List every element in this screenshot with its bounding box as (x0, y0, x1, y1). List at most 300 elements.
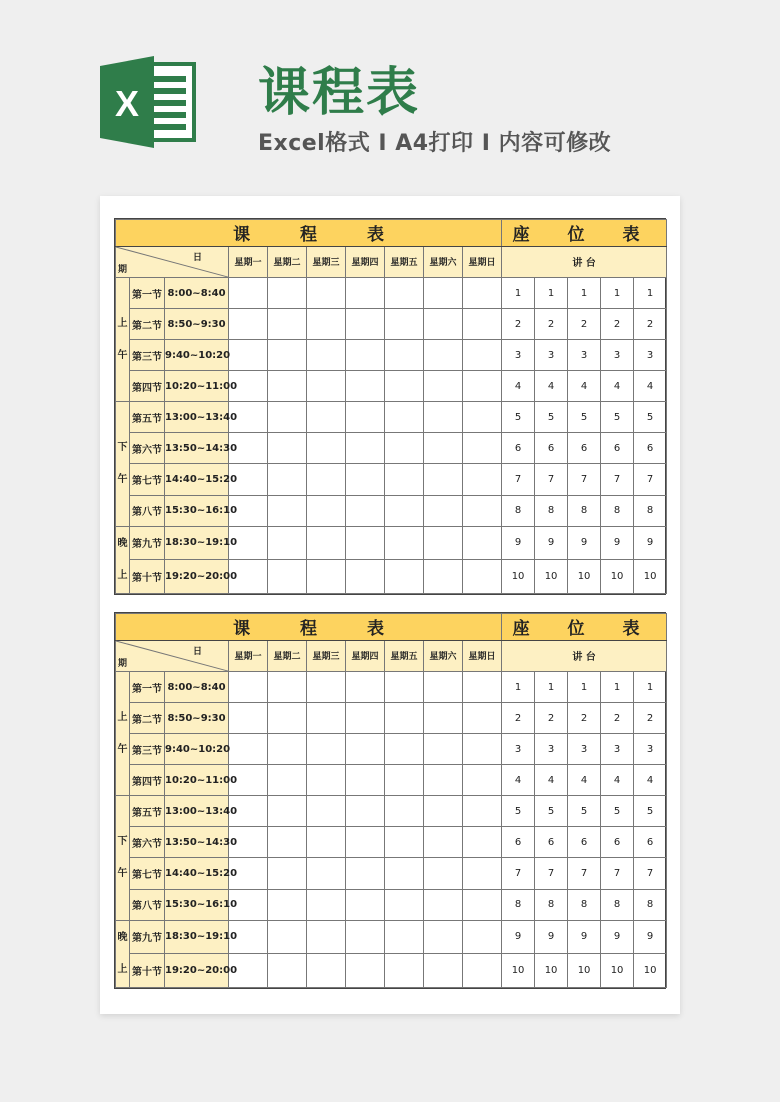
course-cell[interactable] (463, 278, 502, 309)
course-cell[interactable] (346, 703, 385, 734)
seat-cell[interactable]: 10 (634, 954, 667, 988)
course-cell[interactable] (346, 371, 385, 402)
seat-cell[interactable]: 2 (634, 703, 667, 734)
course-cell[interactable] (307, 703, 346, 734)
course-cell[interactable] (463, 526, 502, 560)
course-cell[interactable] (268, 703, 307, 734)
document-sheet (100, 196, 680, 1014)
seat-cell[interactable]: 5 (568, 402, 601, 433)
course-cell[interactable] (268, 495, 307, 526)
day-header: 星期六 (424, 640, 463, 671)
course-cell[interactable] (268, 371, 307, 402)
period-name: 第十节 (130, 954, 165, 988)
seat-title: 座 位 表 (502, 220, 667, 247)
seat-cell[interactable]: 2 (502, 703, 535, 734)
seat-cell[interactable]: 7 (535, 464, 568, 495)
seat-cell[interactable]: 9 (634, 526, 667, 560)
course-cell[interactable] (385, 858, 424, 889)
seat-cell[interactable]: 9 (535, 920, 568, 954)
course-cell[interactable] (424, 672, 463, 703)
course-cell[interactable] (268, 464, 307, 495)
table-row (116, 340, 667, 371)
table-row (116, 433, 667, 464)
course-cell[interactable] (385, 703, 424, 734)
period-name: 第三节 (130, 734, 165, 765)
course-cell[interactable] (307, 433, 346, 464)
period-time: 19:20~20:00 (165, 954, 229, 988)
seat-cell[interactable]: 8 (535, 889, 568, 920)
seat-cell[interactable]: 2 (634, 309, 667, 340)
seat-cell[interactable]: 4 (502, 765, 535, 796)
seat-cell[interactable]: 1 (568, 278, 601, 309)
course-cell[interactable] (463, 433, 502, 464)
excel-logo-icon (100, 56, 198, 148)
course-cell[interactable] (268, 796, 307, 827)
course-cell[interactable] (385, 734, 424, 765)
seat-cell[interactable]: 6 (535, 433, 568, 464)
period-time: 13:00~13:40 (165, 796, 229, 827)
seat-cell[interactable]: 6 (535, 827, 568, 858)
course-cell[interactable] (385, 526, 424, 560)
course-cell[interactable] (385, 371, 424, 402)
period-time: 8:00~8:40 (165, 672, 229, 703)
course-cell[interactable] (424, 954, 463, 988)
course-cell[interactable] (463, 672, 502, 703)
seat-cell[interactable]: 8 (634, 889, 667, 920)
course-cell[interactable] (463, 495, 502, 526)
course-cell[interactable] (463, 954, 502, 988)
seat-cell[interactable]: 2 (535, 309, 568, 340)
course-cell[interactable] (307, 278, 346, 309)
course-cell[interactable] (463, 309, 502, 340)
seat-cell[interactable]: 10 (568, 560, 601, 594)
seat-cell[interactable]: 8 (634, 495, 667, 526)
seat-cell[interactable]: 8 (568, 889, 601, 920)
period-name: 第五节 (130, 796, 165, 827)
seat-cell[interactable]: 8 (601, 495, 634, 526)
course-cell[interactable] (346, 278, 385, 309)
seat-cell[interactable]: 10 (568, 954, 601, 988)
course-cell[interactable] (385, 889, 424, 920)
seat-cell[interactable]: 2 (502, 309, 535, 340)
period-time: 19:20~20:00 (165, 560, 229, 594)
course-cell[interactable] (268, 526, 307, 560)
seat-cell[interactable]: 7 (634, 464, 667, 495)
table-row (116, 920, 667, 954)
seat-cell[interactable]: 4 (601, 371, 634, 402)
course-cell[interactable] (346, 765, 385, 796)
course-cell[interactable] (307, 827, 346, 858)
course-cell[interactable] (268, 858, 307, 889)
course-cell[interactable] (346, 920, 385, 954)
period-time: 13:50~14:30 (165, 433, 229, 464)
period-name: 第十节 (130, 560, 165, 594)
period-name: 第七节 (130, 858, 165, 889)
course-cell[interactable] (424, 560, 463, 594)
seat-cell[interactable]: 5 (568, 796, 601, 827)
period-name: 第二节 (130, 703, 165, 734)
table-row (116, 278, 667, 309)
seat-cell[interactable]: 2 (601, 703, 634, 734)
seat-cell[interactable]: 4 (502, 371, 535, 402)
course-cell[interactable] (307, 920, 346, 954)
timetable-grid (115, 613, 667, 988)
course-cell[interactable] (307, 371, 346, 402)
seat-cell[interactable]: 7 (568, 464, 601, 495)
course-cell[interactable] (463, 827, 502, 858)
course-cell[interactable] (307, 954, 346, 988)
seat-cell[interactable]: 10 (535, 560, 568, 594)
table-row (116, 526, 667, 560)
table-row (116, 371, 667, 402)
course-cell[interactable] (346, 309, 385, 340)
seat-cell[interactable]: 4 (535, 371, 568, 402)
course-cell[interactable] (385, 402, 424, 433)
seat-cell[interactable]: 8 (502, 889, 535, 920)
seat-cell[interactable]: 2 (601, 309, 634, 340)
course-cell[interactable] (424, 402, 463, 433)
seat-cell[interactable]: 5 (502, 796, 535, 827)
seat-cell[interactable]: 7 (535, 858, 568, 889)
seat-cell[interactable]: 1 (601, 672, 634, 703)
seat-cell[interactable]: 7 (502, 858, 535, 889)
course-cell[interactable] (424, 278, 463, 309)
day-header: 星期四 (346, 246, 385, 277)
course-cell[interactable] (268, 734, 307, 765)
period-time: 14:40~15:20 (165, 858, 229, 889)
period-name: 第三节 (130, 340, 165, 371)
day-header: 星期六 (424, 246, 463, 277)
course-cell[interactable] (424, 765, 463, 796)
table-row (116, 309, 667, 340)
seat-cell[interactable]: 1 (535, 278, 568, 309)
course-cell[interactable] (307, 796, 346, 827)
course-cell[interactable] (424, 827, 463, 858)
day-header: 星期五 (385, 640, 424, 671)
course-cell[interactable] (385, 954, 424, 988)
course-cell[interactable] (307, 309, 346, 340)
period-time: 14:40~15:20 (165, 464, 229, 495)
page-subtitle: Excel格式 I A4打印 I 内容可修改 (258, 131, 612, 156)
course-cell[interactable] (385, 340, 424, 371)
seat-cell[interactable]: 3 (634, 734, 667, 765)
period-name: 第六节 (130, 433, 165, 464)
course-cell[interactable] (268, 560, 307, 594)
course-cell[interactable] (424, 703, 463, 734)
table-row (116, 827, 667, 858)
seat-cell[interactable]: 9 (502, 526, 535, 560)
period-name: 第九节 (130, 526, 165, 560)
page-title: 课程表 (258, 63, 421, 123)
timetable-block (114, 218, 666, 595)
seat-cell[interactable]: 1 (502, 278, 535, 309)
course-cell[interactable] (346, 495, 385, 526)
table-row (116, 402, 667, 433)
seat-cell[interactable]: 4 (568, 371, 601, 402)
seat-cell[interactable]: 10 (634, 560, 667, 594)
course-cell[interactable] (385, 464, 424, 495)
course-cell[interactable] (307, 526, 346, 560)
seat-cell[interactable]: 6 (634, 433, 667, 464)
course-cell[interactable] (463, 765, 502, 796)
course-cell[interactable] (424, 495, 463, 526)
seat-cell[interactable]: 2 (535, 703, 568, 734)
course-cell[interactable] (307, 495, 346, 526)
seat-cell[interactable]: 4 (634, 765, 667, 796)
seat-cell[interactable]: 5 (601, 796, 634, 827)
seat-cell[interactable]: 10 (502, 560, 535, 594)
course-cell[interactable] (268, 278, 307, 309)
course-cell[interactable] (463, 796, 502, 827)
course-cell[interactable] (385, 278, 424, 309)
period-time: 8:50~9:30 (165, 703, 229, 734)
seat-cell[interactable]: 3 (601, 734, 634, 765)
seat-cell[interactable]: 8 (502, 495, 535, 526)
course-cell[interactable] (424, 464, 463, 495)
seat-cell[interactable]: 2 (568, 309, 601, 340)
seat-cell[interactable]: 1 (502, 672, 535, 703)
course-cell[interactable] (385, 796, 424, 827)
table-row (116, 796, 667, 827)
course-cell[interactable] (463, 858, 502, 889)
seat-cell[interactable]: 9 (568, 920, 601, 954)
course-cell[interactable] (268, 765, 307, 796)
course-cell[interactable] (385, 672, 424, 703)
seat-cell[interactable]: 5 (601, 402, 634, 433)
seat-cell[interactable]: 9 (568, 526, 601, 560)
course-cell[interactable] (346, 954, 385, 988)
course-cell[interactable] (229, 703, 268, 734)
seat-cell[interactable]: 6 (601, 827, 634, 858)
course-cell[interactable] (307, 402, 346, 433)
seat-cell[interactable]: 7 (601, 858, 634, 889)
seat-cell[interactable]: 9 (634, 920, 667, 954)
course-cell[interactable] (385, 765, 424, 796)
course-cell[interactable] (229, 672, 268, 703)
seat-cell[interactable]: 5 (502, 402, 535, 433)
day-header: 星期二 (268, 246, 307, 277)
course-cell[interactable] (268, 954, 307, 988)
course-cell[interactable] (268, 672, 307, 703)
period-name: 第五节 (130, 402, 165, 433)
seat-cell[interactable]: 3 (502, 734, 535, 765)
course-cell[interactable] (346, 858, 385, 889)
day-header: 星期二 (268, 640, 307, 671)
course-cell[interactable] (424, 920, 463, 954)
table-row (116, 954, 667, 988)
course-cell[interactable] (463, 402, 502, 433)
seat-cell[interactable]: 5 (634, 402, 667, 433)
course-cell[interactable] (385, 827, 424, 858)
course-cell[interactable] (346, 889, 385, 920)
course-cell[interactable] (463, 371, 502, 402)
seat-cell[interactable]: 3 (535, 340, 568, 371)
period-time: 10:20~11:00 (165, 371, 229, 402)
seat-cell[interactable]: 3 (568, 734, 601, 765)
course-cell[interactable] (385, 495, 424, 526)
seat-cell[interactable]: 9 (535, 526, 568, 560)
seat-cell[interactable]: 4 (601, 765, 634, 796)
course-cell[interactable] (307, 889, 346, 920)
seat-cell[interactable]: 6 (601, 433, 634, 464)
corner-cell: 日 期 (116, 640, 229, 671)
period-time: 9:40~10:20 (165, 340, 229, 371)
course-cell[interactable] (463, 889, 502, 920)
period-name: 第八节 (130, 889, 165, 920)
seat-cell[interactable]: 8 (601, 889, 634, 920)
seat-cell[interactable]: 7 (634, 858, 667, 889)
course-cell[interactable] (346, 402, 385, 433)
course-cell[interactable] (463, 464, 502, 495)
course-cell[interactable] (385, 560, 424, 594)
seat-cell[interactable]: 4 (634, 371, 667, 402)
table-row (116, 889, 667, 920)
seat-cell[interactable]: 9 (601, 526, 634, 560)
schedule-title: 课 程 表 (116, 220, 502, 247)
course-cell[interactable] (307, 340, 346, 371)
period-time: 13:50~14:30 (165, 827, 229, 858)
seat-cell[interactable]: 6 (502, 827, 535, 858)
seat-cell[interactable]: 2 (568, 703, 601, 734)
seat-cell[interactable]: 1 (634, 278, 667, 309)
table-row (116, 560, 667, 594)
table-row (116, 464, 667, 495)
seat-cell[interactable]: 3 (535, 734, 568, 765)
seat-cell[interactable]: 1 (535, 672, 568, 703)
seat-cell[interactable]: 10 (535, 954, 568, 988)
course-cell[interactable] (385, 920, 424, 954)
course-cell[interactable] (463, 340, 502, 371)
seat-cell[interactable]: 10 (502, 954, 535, 988)
seat-cell[interactable]: 6 (568, 827, 601, 858)
course-cell[interactable] (424, 889, 463, 920)
period-name: 第九节 (130, 920, 165, 954)
podium-cell: 讲 台 (502, 246, 667, 277)
day-header: 星期一 (229, 246, 268, 277)
seat-cell[interactable]: 6 (568, 433, 601, 464)
period-group-label: 晚 上 (116, 920, 130, 987)
corner-cell: 日 期 (116, 246, 229, 277)
period-time: 8:00~8:40 (165, 278, 229, 309)
seat-cell[interactable]: 5 (634, 796, 667, 827)
seat-cell[interactable]: 3 (568, 340, 601, 371)
period-group-label: 上 午 (116, 278, 130, 402)
seat-cell[interactable]: 7 (568, 858, 601, 889)
seat-cell[interactable]: 8 (535, 495, 568, 526)
seat-cell[interactable]: 1 (568, 672, 601, 703)
seat-cell[interactable]: 7 (601, 464, 634, 495)
course-cell[interactable] (424, 340, 463, 371)
seat-cell[interactable]: 5 (535, 402, 568, 433)
period-name: 第一节 (130, 278, 165, 309)
course-cell[interactable] (346, 464, 385, 495)
course-cell[interactable] (307, 464, 346, 495)
course-cell[interactable] (268, 402, 307, 433)
table-row (116, 765, 667, 796)
course-cell[interactable] (307, 858, 346, 889)
seat-cell[interactable]: 7 (502, 464, 535, 495)
day-header: 星期一 (229, 640, 268, 671)
course-cell[interactable] (268, 889, 307, 920)
course-cell[interactable] (424, 796, 463, 827)
course-cell[interactable] (307, 734, 346, 765)
course-cell[interactable] (346, 340, 385, 371)
seat-cell[interactable]: 4 (535, 765, 568, 796)
seat-cell[interactable]: 4 (568, 765, 601, 796)
course-cell[interactable] (346, 560, 385, 594)
period-name: 第四节 (130, 371, 165, 402)
period-time: 18:30~19:10 (165, 526, 229, 560)
table-row (116, 734, 667, 765)
course-cell[interactable] (346, 433, 385, 464)
day-header: 星期日 (463, 246, 502, 277)
course-cell[interactable] (268, 827, 307, 858)
course-cell[interactable] (268, 920, 307, 954)
seat-cell[interactable]: 1 (601, 278, 634, 309)
course-cell[interactable] (463, 920, 502, 954)
period-name: 第七节 (130, 464, 165, 495)
course-cell[interactable] (385, 309, 424, 340)
seat-cell[interactable]: 3 (502, 340, 535, 371)
course-cell[interactable] (424, 526, 463, 560)
seat-cell[interactable]: 6 (634, 827, 667, 858)
course-cell[interactable] (229, 309, 268, 340)
course-cell[interactable] (424, 433, 463, 464)
course-cell[interactable] (424, 734, 463, 765)
period-name: 第四节 (130, 765, 165, 796)
seat-cell[interactable]: 10 (601, 954, 634, 988)
course-cell[interactable] (229, 278, 268, 309)
course-cell[interactable] (385, 433, 424, 464)
period-time: 18:30~19:10 (165, 920, 229, 954)
course-cell[interactable] (463, 734, 502, 765)
table-row (116, 703, 667, 734)
seat-cell[interactable]: 6 (502, 433, 535, 464)
period-time: 9:40~10:20 (165, 734, 229, 765)
course-cell[interactable] (307, 765, 346, 796)
course-cell[interactable] (346, 526, 385, 560)
course-cell[interactable] (307, 560, 346, 594)
course-cell[interactable] (424, 371, 463, 402)
course-cell[interactable] (268, 433, 307, 464)
course-cell[interactable] (268, 309, 307, 340)
seat-cell[interactable]: 1 (634, 672, 667, 703)
course-cell[interactable] (346, 672, 385, 703)
day-header: 星期三 (307, 640, 346, 671)
seat-cell[interactable]: 9 (502, 920, 535, 954)
course-cell[interactable] (346, 734, 385, 765)
course-cell[interactable] (346, 796, 385, 827)
course-cell[interactable] (229, 734, 268, 765)
course-cell[interactable] (424, 858, 463, 889)
course-cell[interactable] (424, 309, 463, 340)
course-cell[interactable] (229, 340, 268, 371)
seat-cell[interactable]: 10 (601, 560, 634, 594)
period-group-label: 上 午 (116, 672, 130, 796)
course-cell[interactable] (463, 560, 502, 594)
period-name: 第八节 (130, 495, 165, 526)
course-cell[interactable] (346, 827, 385, 858)
seat-cell[interactable]: 3 (601, 340, 634, 371)
day-header: 星期四 (346, 640, 385, 671)
course-cell[interactable] (307, 672, 346, 703)
seat-cell[interactable]: 3 (634, 340, 667, 371)
seat-cell[interactable]: 8 (568, 495, 601, 526)
seat-cell[interactable]: 5 (535, 796, 568, 827)
course-cell[interactable] (268, 340, 307, 371)
seat-cell[interactable]: 9 (601, 920, 634, 954)
course-cell[interactable] (463, 703, 502, 734)
